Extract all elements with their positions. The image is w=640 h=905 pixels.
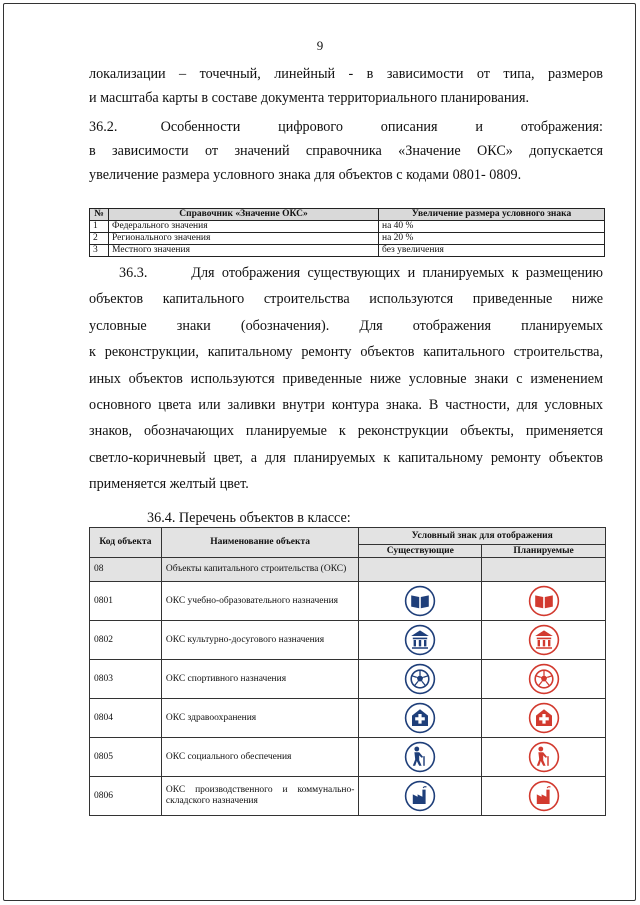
table-cell: без увеличения bbox=[379, 245, 605, 257]
table-cell: 1 bbox=[90, 221, 109, 233]
table-cell: Местного значения bbox=[109, 245, 379, 257]
column-header: Справочник «Значение ОКС» bbox=[109, 209, 379, 221]
existing-symbol-cell bbox=[359, 699, 482, 738]
text-line: светло-коричневый цвет, а для планируемых к капитальному ремонту объектов bbox=[89, 449, 603, 466]
table-row bbox=[90, 582, 606, 621]
table-cell bbox=[482, 558, 606, 582]
text-line: и масштаба карты в составе документа территориального планирования. bbox=[89, 90, 530, 106]
table-row bbox=[90, 777, 606, 816]
table-cell: ОКС спортивного назначения bbox=[161, 660, 359, 699]
planned-symbol-cell bbox=[482, 699, 606, 738]
table-row bbox=[90, 233, 605, 245]
text-line: к реконструкции, капитальному ремонту объектов капитального строительства, bbox=[89, 344, 603, 361]
table-row bbox=[90, 738, 606, 777]
text-line: применяется желтый цвет. bbox=[89, 476, 249, 493]
table-cell bbox=[359, 558, 482, 582]
table-header-row bbox=[90, 209, 605, 221]
text-line: объектов капитального строительства используются приведенные ниже bbox=[89, 291, 603, 308]
column-header: Увеличение размера условного знака bbox=[379, 209, 605, 221]
page-number: 9 bbox=[316, 38, 324, 53]
table-cell: Регионального значения bbox=[109, 233, 379, 245]
intro-paragraph bbox=[89, 62, 603, 110]
table-row bbox=[90, 621, 606, 660]
book-icon bbox=[404, 585, 436, 617]
book-icon bbox=[528, 585, 560, 617]
museum-icon bbox=[528, 624, 560, 656]
existing-symbol-cell bbox=[359, 738, 482, 777]
table-cell: 0805 bbox=[90, 738, 162, 777]
table-cell: 0806 bbox=[90, 777, 162, 816]
text-line: 36.2. Особенности цифрового описания и отображения: bbox=[89, 119, 603, 135]
table-cell: 08 bbox=[90, 558, 162, 582]
text-line: условные знаки (обозначения). Для отображения планируемых bbox=[89, 317, 603, 334]
column-header-symbol: Условный знак для отображения bbox=[359, 528, 606, 545]
medical-cross-icon bbox=[528, 702, 560, 734]
table-row bbox=[90, 245, 605, 257]
existing-symbol-cell bbox=[359, 660, 482, 699]
column-header-existing: Существующие bbox=[359, 545, 482, 558]
table-cell: ОКС учебно-образовательного назначения bbox=[161, 582, 359, 621]
table-cell: 0802 bbox=[90, 621, 162, 660]
factory-icon bbox=[528, 780, 560, 812]
text-line: основного цвета или заливки внутри контура знака. В частности, для условных bbox=[89, 397, 603, 414]
existing-symbol-cell bbox=[359, 582, 482, 621]
planned-symbol-cell bbox=[482, 660, 606, 699]
table-row bbox=[90, 221, 605, 233]
text-line: в зависимости от значений справочника «Значение ОКС» допускается bbox=[89, 143, 603, 159]
table-cell: 0801 bbox=[90, 582, 162, 621]
planned-symbol-cell bbox=[482, 621, 606, 660]
table-cell: ОКС культурно-досугового назначения bbox=[161, 621, 359, 660]
elderly-person-icon bbox=[528, 741, 560, 773]
museum-icon bbox=[404, 624, 436, 656]
factory-icon bbox=[404, 780, 436, 812]
column-header-code: Код объекта bbox=[90, 528, 162, 558]
table-cell: 0804 bbox=[90, 699, 162, 738]
existing-symbol-cell bbox=[359, 777, 482, 816]
existing-symbol-cell bbox=[359, 621, 482, 660]
section-36-2 bbox=[89, 115, 603, 187]
section-36-4-heading: 36.4. Перечень объектов в классе: bbox=[147, 510, 351, 526]
table-cell: на 40 % bbox=[379, 221, 605, 233]
text-line: 36.3. Для отображения существующих и планируемых к размещению bbox=[119, 265, 603, 281]
text-line: знаков, обозначающих планируемые к реконструкции объекты, применяется bbox=[89, 423, 603, 440]
table-cell: 0803 bbox=[90, 660, 162, 699]
table-cell: Объекты капитального строительства (ОКС) bbox=[161, 558, 359, 582]
soccer-ball-icon bbox=[404, 663, 436, 695]
category-row bbox=[90, 558, 606, 582]
planned-symbol-cell bbox=[482, 738, 606, 777]
column-header-name: Наименование объекта bbox=[161, 528, 359, 558]
soccer-ball-icon bbox=[528, 663, 560, 695]
planned-symbol-cell bbox=[482, 777, 606, 816]
table-cell: 3 bbox=[90, 245, 109, 257]
table-cell: 2 bbox=[90, 233, 109, 245]
elderly-person-icon bbox=[404, 741, 436, 773]
column-header: № bbox=[90, 209, 109, 221]
table-header-row bbox=[90, 528, 606, 545]
text-line: увеличение размера условного знака для объектов с кодами 0801- 0809. bbox=[89, 167, 522, 183]
table-cell: на 20 % bbox=[379, 233, 605, 245]
section-36-3 bbox=[89, 260, 603, 498]
column-header-planned: Планируемые bbox=[482, 545, 606, 558]
table-row bbox=[90, 660, 606, 699]
planned-symbol-cell bbox=[482, 582, 606, 621]
table-cell: ОКС производственного и коммунально-складского назначения bbox=[161, 777, 359, 816]
text-line: иных объектов используются приведенные ниже условные знаки с изменением bbox=[89, 370, 603, 387]
table-cell: ОКС социального обеспечения bbox=[161, 738, 359, 777]
objects-table bbox=[89, 527, 606, 816]
table-cell: ОКС здравоохранения bbox=[161, 699, 359, 738]
size-increase-table bbox=[89, 208, 605, 257]
table-cell: Федерального значения bbox=[109, 221, 379, 233]
medical-cross-icon bbox=[404, 702, 436, 734]
table-row bbox=[90, 699, 606, 738]
text-line: локализации – точечный, линейный - в зависимости от типа, размеров bbox=[89, 66, 603, 82]
